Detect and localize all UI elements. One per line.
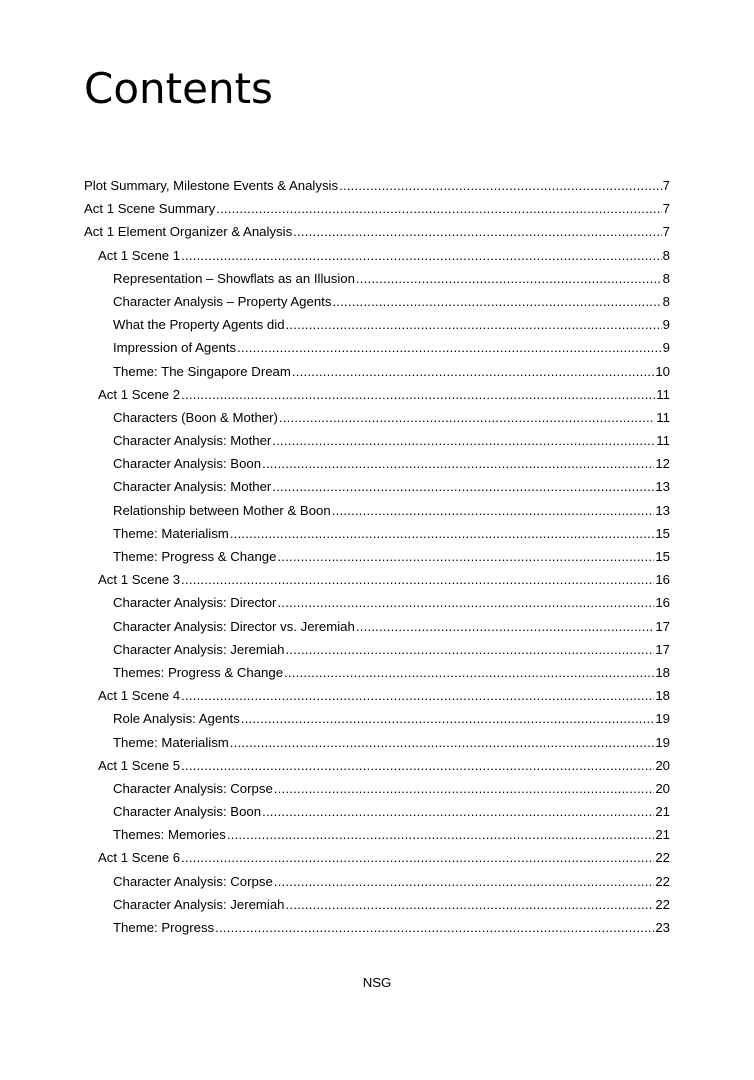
toc-entry-title: Theme: Materialism <box>113 525 229 541</box>
toc-page-number: 8 <box>662 293 670 309</box>
toc-page-number: 11 <box>656 433 670 449</box>
toc-entry[interactable] <box>84 684 670 707</box>
toc-page-number: 22 <box>655 896 670 912</box>
toc-entry[interactable] <box>84 731 670 754</box>
toc-entry[interactable] <box>84 615 670 638</box>
toc-dot-leader <box>286 313 662 336</box>
toc-entry-title: Theme: Progress & Change <box>113 549 277 564</box>
toc-entry[interactable] <box>84 174 670 197</box>
toc-page-number: 15 <box>655 525 670 541</box>
toc-entry-title: Character Analysis: Mother <box>113 433 272 449</box>
toc-dot-leader <box>293 220 661 243</box>
toc-entry-title: Character Analysis: Corpse <box>113 873 273 889</box>
toc-entry[interactable] <box>84 383 670 406</box>
toc-dot-leader <box>241 707 655 730</box>
toc-page-number: 17 <box>655 618 670 634</box>
toc-entry[interactable] <box>84 545 670 568</box>
toc-entry[interactable] <box>84 267 670 290</box>
toc-page-number: 13 <box>655 502 670 518</box>
toc-entry-title: Characters (Boon & Mother) <box>113 409 278 425</box>
toc-dot-leader <box>332 290 661 313</box>
toc-entry-title: Character Analysis: Jeremiah <box>113 896 285 912</box>
toc-page-number: 7 <box>662 201 670 217</box>
toc-dot-leader <box>286 638 655 661</box>
toc-entry[interactable] <box>84 220 670 243</box>
toc-page-number: 11 <box>656 409 670 425</box>
toc-entry-title: Act 1 Scene 4 <box>98 688 181 704</box>
toc-dot-leader <box>215 916 654 939</box>
toc-entry-title: Theme: The Singapore Dream <box>113 363 291 379</box>
toc-entry-title: Theme: Materialism <box>113 734 229 750</box>
toc-page-number: 7 <box>662 178 670 193</box>
toc-entry[interactable] <box>84 800 670 823</box>
toc-entry-title: Relationship between Mother & Boon <box>113 502 331 518</box>
toc-dot-leader <box>230 731 655 754</box>
toc-entry[interactable] <box>84 661 670 684</box>
toc-entry-title: Act 1 Scene 3 <box>98 572 181 588</box>
toc-dot-leader <box>356 267 662 290</box>
toc-entry-title: Act 1 Scene 5 <box>98 757 181 773</box>
toc-dot-leader <box>181 684 654 707</box>
toc-page-number: 23 <box>655 920 670 935</box>
toc-page-number: 18 <box>655 688 670 704</box>
toc-page-number: 9 <box>662 340 670 356</box>
toc-entry-title: Themes: Progress & Change <box>113 664 284 680</box>
toc-entry[interactable] <box>84 568 670 591</box>
toc-dot-leader <box>274 777 655 800</box>
toc-page-number: 15 <box>655 549 670 564</box>
toc-entry-title: Act 1 Scene 6 <box>98 850 181 866</box>
toc-entry[interactable] <box>84 777 670 800</box>
toc-page-number: 13 <box>655 479 670 495</box>
toc-page-number: 9 <box>662 317 670 333</box>
toc-dot-leader <box>339 174 662 197</box>
toc-page-number: 21 <box>655 804 670 820</box>
toc-entry-title: Character Analysis: Director <box>113 595 277 611</box>
toc-dot-leader <box>216 197 661 220</box>
toc-dot-leader <box>230 522 655 545</box>
toc-entry-title: Act 1 Element Organizer & Analysis <box>84 224 293 240</box>
toc-page-number: 8 <box>662 247 670 263</box>
toc-dot-leader <box>181 244 662 267</box>
toc-dot-leader <box>181 383 655 406</box>
toc-page-number: 22 <box>655 850 670 866</box>
toc-entry[interactable] <box>84 197 670 220</box>
toc-page-number: 12 <box>655 456 670 472</box>
toc-entry-title: Act 1 Scene 1 <box>98 247 181 263</box>
toc-page-number: 7 <box>662 224 670 240</box>
toc-page-number: 20 <box>655 757 670 773</box>
toc-entry[interactable] <box>84 638 670 661</box>
toc-dot-leader <box>277 545 654 568</box>
toc-page-number: 20 <box>655 780 670 796</box>
page-footer: NSG <box>362 975 392 990</box>
toc-dot-leader <box>262 800 654 823</box>
toc-page-number: 22 <box>655 873 670 889</box>
toc-page-number: 18 <box>655 664 670 680</box>
toc-entry-title: What the Property Agents did <box>113 317 285 333</box>
page-title: Contents <box>84 64 273 113</box>
toc-entry[interactable] <box>84 429 670 452</box>
toc-entry-title: Theme: Progress <box>113 920 215 935</box>
toc-entry[interactable] <box>84 893 670 916</box>
toc-dot-leader <box>274 870 655 893</box>
toc-dot-leader <box>272 475 654 498</box>
toc-entry[interactable] <box>84 406 670 429</box>
toc-entry[interactable] <box>84 916 670 939</box>
toc-entry[interactable] <box>84 244 670 267</box>
toc-entry-title: Representation – Showflats as an Illusion <box>113 270 355 286</box>
toc-entry-title: Character Analysis: Boon <box>113 804 262 820</box>
toc-entry-title: Character Analysis: Director vs. Jeremiah <box>113 618 355 634</box>
toc-entry-title: Character Analysis: Corpse <box>113 780 273 796</box>
toc-entry-title: Themes: Memories <box>113 827 226 843</box>
toc-page-number: 8 <box>662 270 670 286</box>
toc-dot-leader <box>277 591 654 614</box>
toc-entry[interactable] <box>84 290 670 313</box>
toc-page-number: 17 <box>655 641 670 657</box>
toc-entry[interactable] <box>84 336 670 359</box>
toc-entry-title: Act 1 Scene Summary <box>84 201 216 217</box>
toc-entry[interactable] <box>84 707 670 730</box>
toc-dot-leader <box>272 429 655 452</box>
toc-dot-leader <box>181 846 654 869</box>
toc-entry-title: Act 1 Scene 2 <box>98 386 181 402</box>
toc-entry-title: Character Analysis: Boon <box>113 456 262 472</box>
toc-dot-leader <box>284 661 654 684</box>
toc-entry[interactable] <box>84 475 670 498</box>
toc-dot-leader <box>181 754 654 777</box>
toc-dot-leader <box>227 823 654 846</box>
toc-entry-title: Impression of Agents <box>113 340 237 356</box>
toc-entry-title: Character Analysis: Mother <box>113 479 272 495</box>
toc-page-number: 19 <box>655 734 670 750</box>
toc-page-number: 21 <box>655 827 670 843</box>
toc-entry[interactable] <box>84 846 670 869</box>
toc-dot-leader <box>181 568 654 591</box>
toc-entry[interactable] <box>84 499 670 522</box>
toc-dot-leader <box>356 615 654 638</box>
toc-entry[interactable] <box>84 591 670 614</box>
toc-entry-title: Role Analysis: Agents <box>113 711 240 727</box>
toc-dot-leader <box>237 336 662 359</box>
toc-entry[interactable] <box>84 360 670 383</box>
toc-entry[interactable] <box>84 452 670 475</box>
toc-entry[interactable] <box>84 313 670 336</box>
toc-entry[interactable] <box>84 522 670 545</box>
toc-page-number: 16 <box>655 572 670 588</box>
toc-entry[interactable] <box>84 754 670 777</box>
toc-entry-title: Character Analysis: Jeremiah <box>113 641 285 657</box>
toc-dot-leader <box>292 360 654 383</box>
toc-page-number: 19 <box>655 711 670 727</box>
toc-dot-leader <box>286 893 655 916</box>
toc-page-number: 11 <box>656 386 670 402</box>
toc-entry-title: Character Analysis – Property Agents <box>113 293 332 309</box>
toc-dot-leader <box>262 452 654 475</box>
toc-page-number: 10 <box>655 363 670 379</box>
toc-dot-leader <box>332 499 655 522</box>
table-of-contents <box>84 174 670 939</box>
toc-dot-leader <box>279 406 655 429</box>
toc-entry-title: Plot Summary, Milestone Events & Analysis <box>84 178 339 193</box>
toc-entry[interactable] <box>84 823 670 846</box>
toc-page-number: 16 <box>655 595 670 611</box>
toc-entry[interactable] <box>84 870 670 893</box>
